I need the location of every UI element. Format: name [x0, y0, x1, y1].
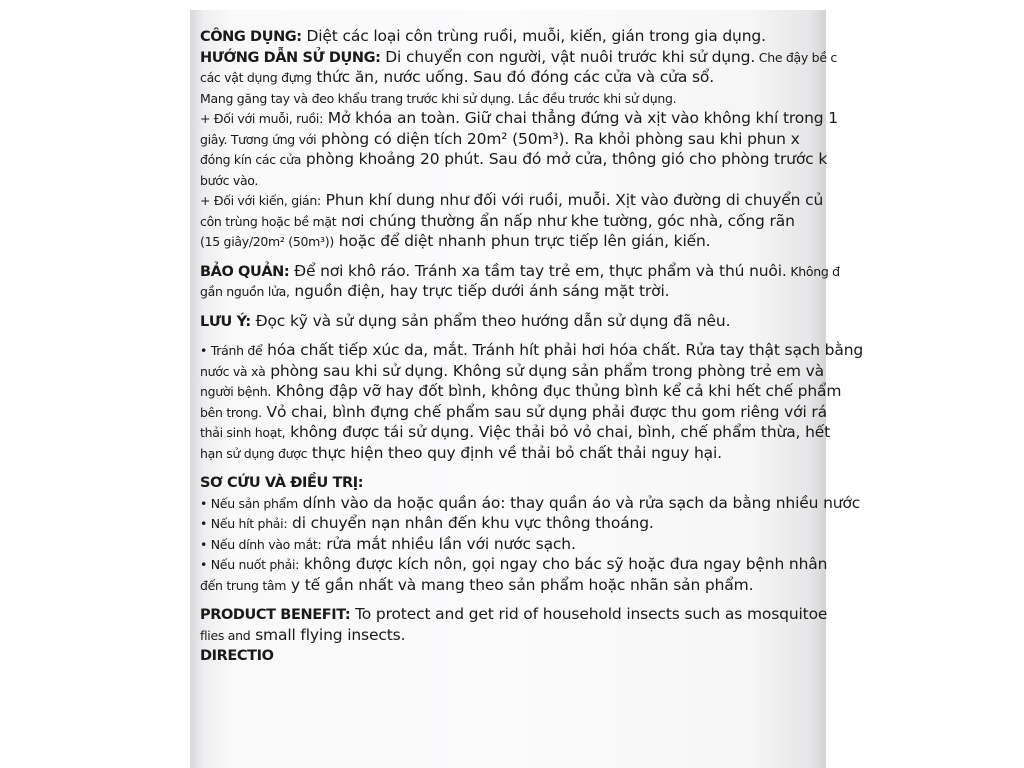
label-text: phòng khoảng 20 phút. Sau đó mở cửa, thông gió cho phòng trước k [301, 150, 828, 168]
label-text-small: côn trùng hoặc bề mặt [200, 213, 337, 229]
label-text: thức ăn, nước uống. Sau đó đóng các cửa và cửa sổ. [311, 68, 714, 86]
label-text: nơi chúng thường ẩn nấp như khe tường, góc nhà, cống rãn [336, 211, 795, 230]
section-heading: CÔNG DỤNG: [200, 29, 302, 45]
label-text: hoặc để diệt nhanh phun trực tiếp lên gián, kiến. [333, 232, 711, 250]
label-line [200, 645, 820, 666]
label-line [200, 381, 842, 402]
label-line [200, 443, 820, 464]
label-text-small: thải sinh hoạt, [200, 425, 286, 440]
label-text-small: + Đối với muỗi, ruồi: [200, 111, 323, 126]
label-line [200, 340, 864, 361]
label-text: rửa mắt nhiều lần với nước sạch. [321, 534, 576, 553]
label-text-small: Mang găng tay và đeo khẩu trang trước khi sử dụng. Lắc đều trước khi sử dụng. [200, 90, 677, 106]
label-line [200, 231, 820, 252]
label-text: không được tái sử dụng. Việc thải bỏ vỏ chai, bình, chế phẩm thừa, hết [285, 423, 831, 441]
label-text: Mở khóa an toàn. Giữ chai thẳng đứng và xịt vào không khí trong 1 [322, 109, 838, 127]
label-text: y tế gần nhất và mang theo sản phẩm hoặc nhãn sản phẩm. [286, 575, 754, 594]
label-line [200, 493, 861, 514]
label-text-small: • Nếu hít phải: [200, 516, 288, 531]
label-line [200, 513, 820, 534]
label-text: Diệt các loại côn trùng ruồi, muỗi, kiến, gián trong gia dụng. [301, 27, 766, 45]
label-text: không được kích nôn, gọi ngay cho bác sỹ hoặc đưa ngay bệnh nhân [299, 555, 828, 573]
label-line [200, 47, 837, 68]
label-text-small: • Nếu sản phẩm [200, 495, 298, 511]
label-line [200, 26, 820, 47]
label-line [200, 88, 820, 109]
label-line [200, 261, 840, 282]
label-text: small flying insects. [250, 625, 406, 644]
section-heading: PRODUCT BENEFIT: [200, 607, 351, 623]
section-heading: SƠ CỨU VÀ ĐIỀU TRỊ: [200, 475, 364, 491]
label-text: thực hiện theo quy định về thải bỏ chất thải nguy hại. [307, 443, 722, 462]
label-text-small: các vật dụng đựng [200, 70, 312, 85]
label-text-small: flies and [200, 627, 251, 643]
label-text: To protect and get rid of household insects such as mosquitoe [350, 605, 828, 623]
product-label [190, 10, 864, 768]
label-text: phòng sau khi sử dụng. Không sử dụng sản phẩm trong phòng trẻ em và [265, 361, 824, 380]
label-line [200, 575, 820, 596]
label-text-small: (15 giây/20m² (50m³)) [200, 234, 334, 249]
label-text: Phun khí dung như đối với ruồi, muỗi. Xịt vào đường di chuyển củ [320, 191, 824, 209]
label-text: nguồn điện, hay trực tiếp dưới ánh sáng mặt trời. [289, 282, 670, 300]
label-text-small: hạn sử dụng được [200, 445, 308, 461]
label-text-small: • Nếu dính vào mắt: [200, 536, 322, 552]
label-text: Để nơi khô ráo. Tránh xa tầm tay trẻ em, thực phẩm và thú nuôi. [289, 261, 787, 280]
label-line [200, 472, 820, 493]
label-text: Đọc kỹ và sử dụng sản phẩm theo hướng dẫn sử dụng đã nêu. [250, 311, 731, 330]
label-text: phòng có diện tích 20m² (50m³). Ra khỏi phòng sau khi phun x [316, 129, 800, 148]
label-text-small: đóng kín các cửa [200, 152, 302, 167]
label-text: Không đập vỡ hay đốt bình, không đục thủng bình kể cả khi hết chế phẩm [271, 382, 842, 400]
label-line [200, 361, 824, 382]
label-text-small: bên trong. [200, 404, 262, 420]
label-text: hóa chất tiếp xúc da, mắt. Tránh hít phải hơi hóa chất. Rửa tay thật sạch bằng [262, 341, 864, 359]
label-line [200, 625, 820, 646]
label-text-small: • Nếu nuốt phải: [200, 557, 300, 572]
label-line [200, 281, 820, 302]
label-text-block [200, 26, 864, 666]
label-text: dính vào da hoặc quần áo: thay quần áo và rửa sạch da bằng nhiều nước [297, 493, 861, 512]
label-line [200, 311, 820, 332]
label-line [200, 554, 828, 575]
label-line [200, 402, 827, 423]
label-line [200, 149, 828, 170]
label-text: Di chuyển con người, vật nuôi trước khi sử dụng. [380, 47, 756, 66]
label-line [200, 211, 820, 232]
section-heading: DIRECTIO [200, 648, 274, 664]
section-heading: LƯU Ý: [200, 313, 251, 330]
label-line [200, 170, 820, 191]
label-text-small: gần nguồn lửa, [200, 284, 290, 299]
label-line [200, 108, 838, 129]
label-line [200, 534, 820, 555]
label-text-small: Không đ [786, 263, 840, 279]
label-text-small: • Tránh để [200, 343, 263, 358]
label-text-small: bước vào. [200, 172, 259, 188]
label-text: Vỏ chai, bình đựng chế phẩm sau sử dụng phải được thu gom riêng với rá [261, 402, 827, 421]
label-text-small: người bệnh. [200, 384, 272, 399]
section-heading: HƯỚNG DẪN SỬ DỤNG: [200, 49, 381, 66]
label-text-small: giây. Tương ứng với [200, 131, 317, 147]
label-line [200, 190, 824, 211]
label-text-small: nước và xà [200, 363, 266, 379]
label-text: di chuyển nạn nhân đến khu vực thông thoáng. [287, 514, 654, 532]
label-text-small: Che đậy bề c [755, 49, 837, 65]
label-text-small: + Đối với kiến, gián: [200, 193, 321, 208]
label-line [200, 604, 828, 625]
section-heading: BẢO QUẢN: [200, 263, 290, 280]
label-text-small: đến trung tâm [200, 577, 287, 593]
label-line [200, 129, 820, 150]
label-line [200, 422, 831, 443]
label-line [200, 67, 820, 88]
